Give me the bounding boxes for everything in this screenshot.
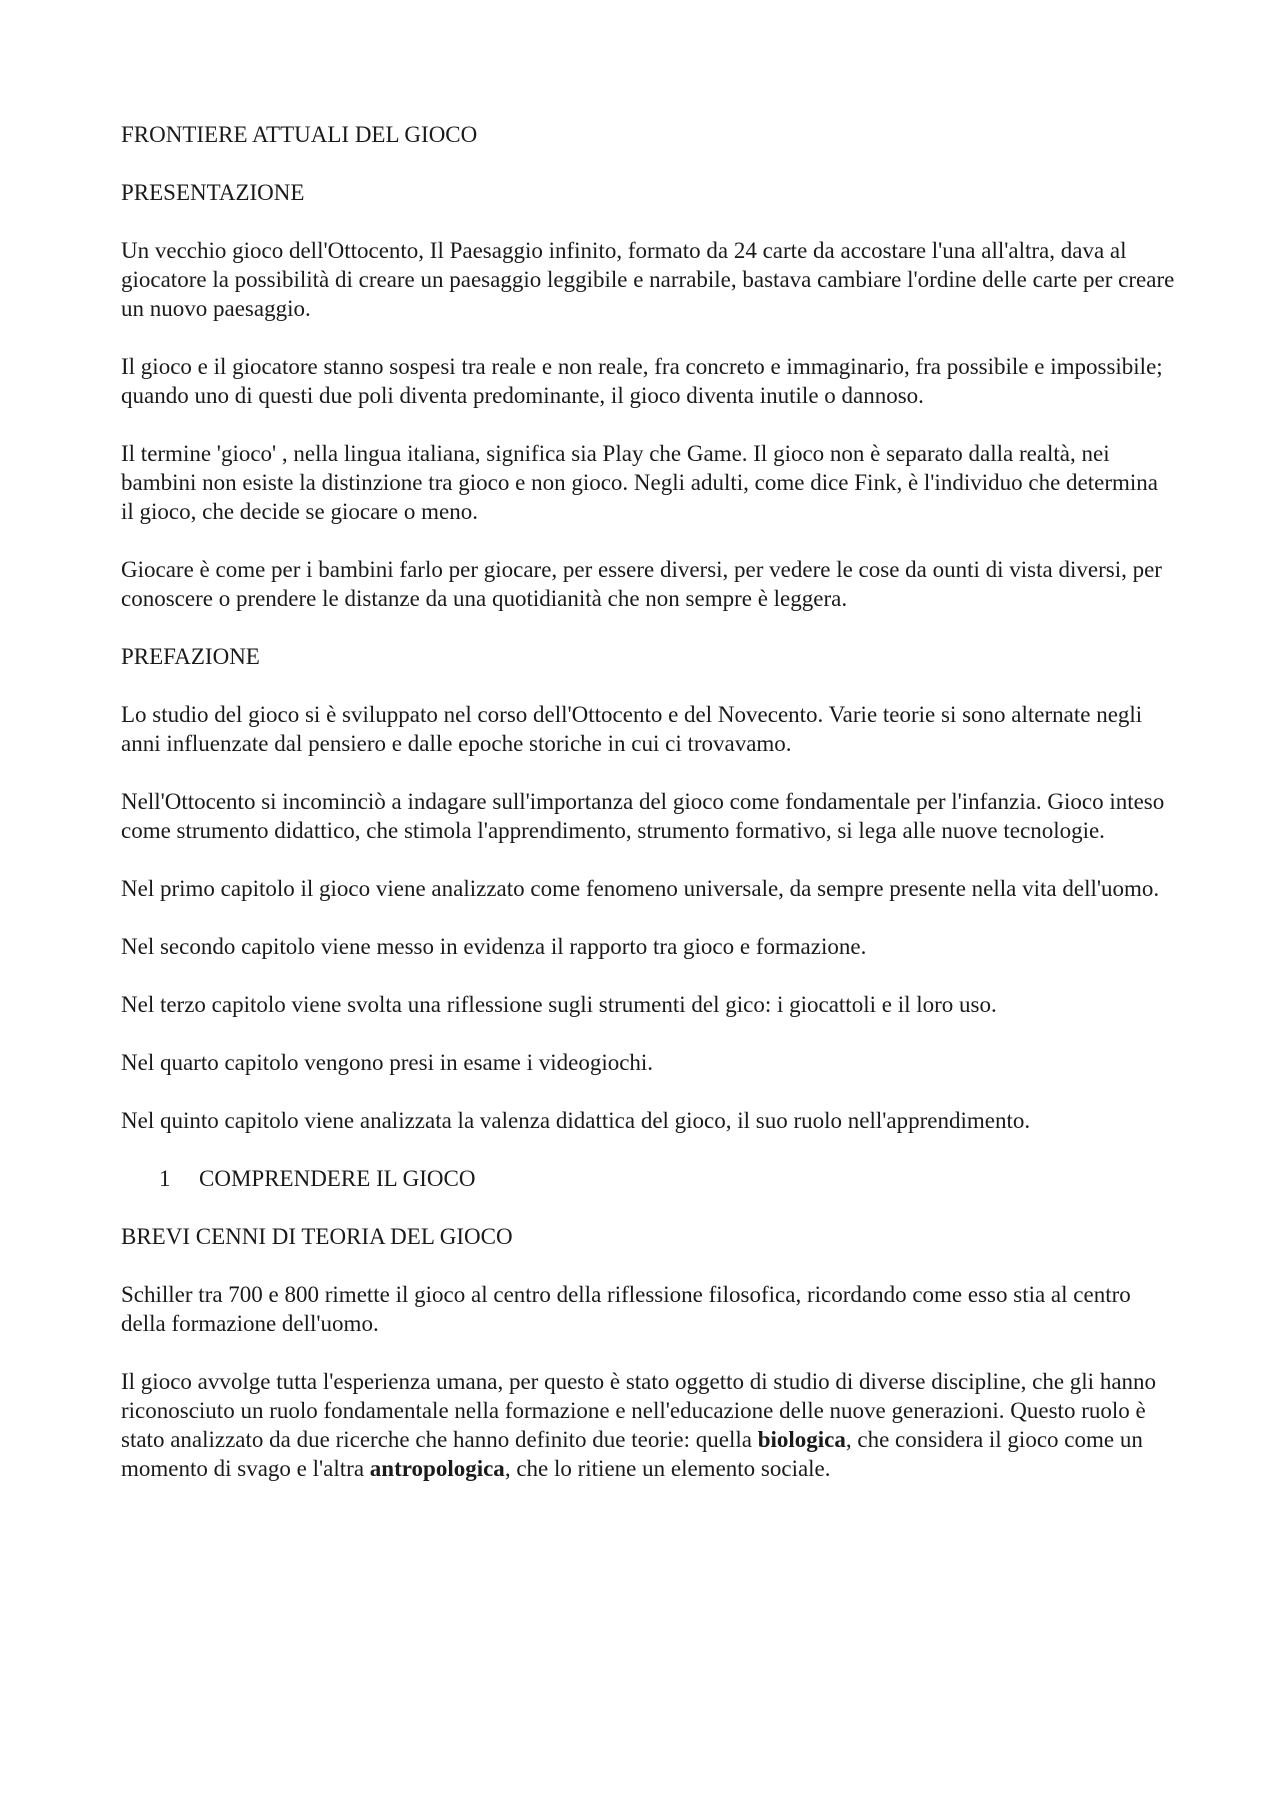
cenni-paragraph-2-text-c: , che lo ritiene un elemento sociale. <box>504 1456 831 1481</box>
prefazione-paragraph-4: Nel secondo capitolo viene messo in evidenza il rapporto tra gioco e formazione. <box>121 934 867 959</box>
cenni-paragraph-2-text-a: Il gioco avvolge tutta l'esperienza umana, per questo è stato oggetto di studio di diverse discipline, che gli hanno riconosciuto un ruolo fondamentale nella formazione e nell'educazione delle nuove generazioni. Questo ruolo è stato analizzato da due ricerche che hanno definito due teorie: quella <box>121 1369 1157 1452</box>
document-body <box>121 120 1176 1512</box>
section-heading-cenni: BREVI CENNI DI TEORIA DEL GIOCO <box>121 1224 513 1249</box>
cenni-paragraph-2-text-b: , che considera il gioco come un momento di svago e l'altra <box>121 1427 1143 1481</box>
presentazione-paragraph-3: Il termine 'gioco' , nella lingua italiana, significa sia Play che Game. Il gioco non è separato dalla realtà, nei bambini non esiste la distinzione tra gioco e non gioco. Negli adulti, come dice Fink, è l'individuo che determina il gioco, che decide se giocare o meno. <box>121 441 1158 524</box>
term-antropologica: antropologica <box>369 1456 505 1481</box>
prefazione-paragraph-6: Nel quarto capitolo vengono presi in esame i videogiochi. <box>121 1050 654 1075</box>
cenni-paragraph-1: Schiller tra 700 e 800 rimette il gioco al centro della riflessione filosofica, ricordando come esso stia al centro della formazione dell'uomo. <box>121 1282 1131 1336</box>
prefazione-paragraph-7: Nel quinto capitolo viene analizzata la valenza didattica del gioco, il suo ruolo nell'apprendimento. <box>121 1108 1031 1133</box>
section-heading-presentazione: PRESENTAZIONE <box>121 180 305 205</box>
presentazione-paragraph-4: Giocare è come per i bambini farlo per giocare, per essere diversi, per vedere le cose da ounti di vista diversi, per conoscere o prendere le distanze da una quotidianità che non sempre è leggera. <box>121 557 1162 611</box>
prefazione-paragraph-3: Nel primo capitolo il gioco viene analizzato come fenomeno universale, da sempre presente nella vita dell'uomo. <box>121 876 1160 901</box>
chapter-heading <box>121 1164 1176 1193</box>
chapter-number: 1 <box>159 1166 171 1191</box>
prefazione-paragraph-2: Nell'Ottocento si incominciò a indagare sull'importanza del gioco come fondamentale per l'infanzia. Gioco inteso come strumento didattico, che stimola l'apprendimento, strumento formativo, si lega alle nuove tecnologie. <box>121 789 1165 843</box>
document-title: FRONTIERE ATTUALI DEL GIOCO <box>121 122 478 147</box>
presentazione-paragraph-1: Un vecchio gioco dell'Ottocento, Il Paesaggio infinito, formato da 24 carte da accostare l'una all'altra, dava al giocatore la possibilità di creare un paesaggio leggibile e narrabile, bastava cambiare l'ordine delle carte per creare un nuovo paesaggio. <box>121 238 1175 321</box>
chapter-title: COMPRENDERE IL GIOCO <box>199 1166 476 1191</box>
prefazione-paragraph-1: Lo studio del gioco si è sviluppato nel corso dell'Ottocento e del Novecento. Varie teorie si sono alternate negli anni influenzate dal pensiero e dalle epoche storiche in cui ci trovavamo. <box>121 702 1143 756</box>
term-biologica: biologica <box>757 1427 846 1452</box>
section-heading-prefazione: PREFAZIONE <box>121 644 260 669</box>
prefazione-paragraph-5: Nel terzo capitolo viene svolta una riflessione sugli strumenti del gico: i giocattoli e il loro uso. <box>121 992 997 1017</box>
cenni-paragraph-2 <box>121 1367 1176 1483</box>
presentazione-paragraph-2: Il gioco e il giocatore stanno sospesi tra reale e non reale, fra concreto e immaginario, fra possibile e impossibile; quando uno di questi due poli diventa predominante, il gioco diventa inutile o dannoso. <box>121 354 1163 408</box>
